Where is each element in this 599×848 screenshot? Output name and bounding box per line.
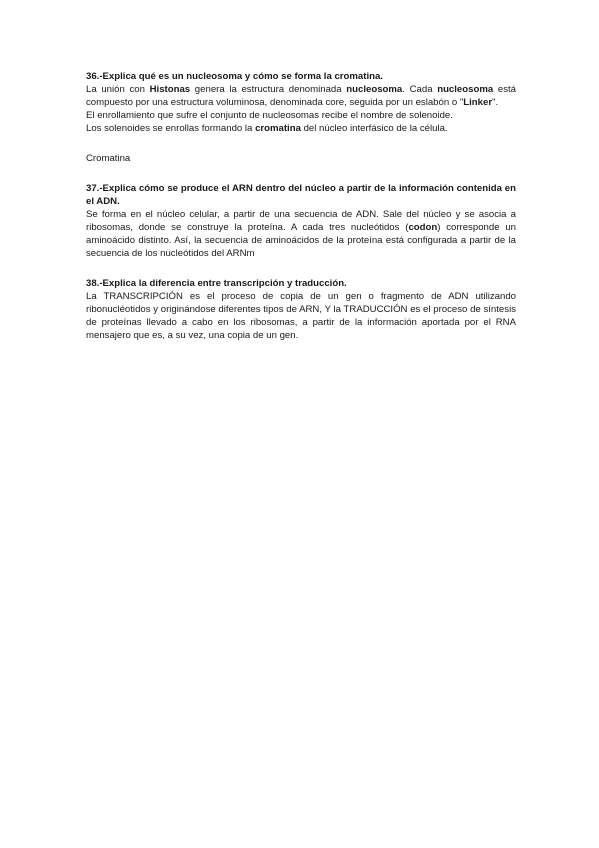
question-37-paragraph-1: Se forma en el núcleo celular, a partir de una secuencia de ADN. Sale del núcleo y se asocia a ribosomas, donde se construye la proteína. A cada tres nucleótidos (codon) corresponde un aminoácido distinto. Así, la secuencia de aminoácidos de la proteína está configurada a partir de la secuencia de los nucleótidos del ARNm — [86, 209, 516, 259]
question-37-title: 37.-Explica cómo se produce el ARN dentro del núcleo a partir de la información contenida en el ADN. — [86, 183, 516, 207]
question-36-paragraph-3: Los solenoides se enrollas formando la cromatina del núcleo interfásico de la célula. — [86, 123, 448, 134]
question-38 — [86, 277, 516, 342]
question-37 — [86, 182, 516, 260]
question-38-title: 38.-Explica la diferencia entre transcripción y traducción. — [86, 278, 347, 289]
question-36-paragraph-2: El enrollamiento que sufre el conjunto de nucleosomas recibe el nombre de solenoide. — [86, 110, 453, 121]
question-36-title: 36.-Explica qué es un nucleosoma y cómo se forma la cromatina. — [86, 71, 383, 82]
figure-caption: Cromatina — [86, 153, 131, 164]
question-38-paragraph-1: La TRANSCRIPCIÓN es el proceso de copia de un gen o fragmento de ADN utilizando ribonucléotidos y originándose diferentes tipos de ARN, Y la TRADUCCIÓN es el proceso de síntesis de proteínas llevado a cabo en los ribosomas, a partir de la información aportada por el RNA mensajero que es, a su vez, una copia de un gen. — [86, 291, 516, 341]
document-body — [86, 70, 516, 342]
question-36-paragraph-1: La unión con Histonas genera la estructura denominada nucleosoma. Cada nucleosoma está compuesto por una estructura voluminosa, denominada core, seguida por un eslabón o "Linker". — [86, 84, 516, 108]
question-36 — [86, 70, 516, 135]
